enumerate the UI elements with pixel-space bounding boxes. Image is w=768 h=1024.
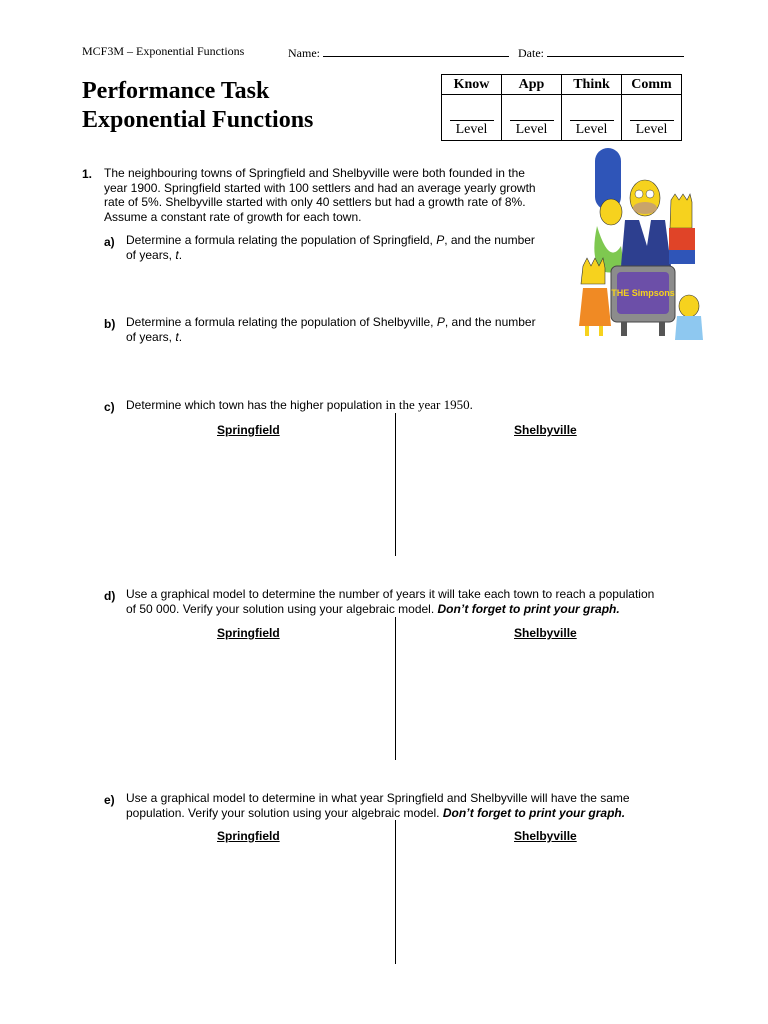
part-c-springfield-heading: Springfield	[217, 423, 280, 437]
part-d-divider	[395, 617, 396, 760]
rubric-level-think: Level	[562, 95, 622, 141]
part-e-springfield-heading: Springfield	[217, 829, 280, 843]
part-d-label: d)	[104, 589, 116, 603]
part-c-divider	[395, 413, 396, 556]
rubric-header-comm: Comm	[622, 75, 682, 95]
rubric-level-app: Level	[502, 95, 562, 141]
part-a-label: a)	[104, 235, 115, 249]
name-blank	[323, 44, 509, 57]
rubric-level-know: Level	[442, 95, 502, 141]
part-e-text: Use a graphical model to determine in what year Springfield and Shelbyville will have the same population. Verify your solution using your algebraic model. Don’t forget to print your graph.	[126, 791, 630, 820]
page-title-line-1: Performance Task	[82, 78, 270, 104]
part-b-label: b)	[104, 317, 116, 331]
part-d-text: Use a graphical model to determine the number of years it will take each town to reach a population of 50 000. Verify your solution using your algebraic model. Don’t forget to print your graph.	[126, 587, 655, 616]
date-field	[518, 44, 684, 61]
question-number: 1.	[82, 167, 93, 181]
bart-head	[670, 194, 692, 228]
name-label: Name:	[288, 46, 320, 60]
rubric-header-know: Know	[442, 75, 502, 95]
course-label: MCF3M – Exponential Functions	[82, 44, 245, 58]
part-e-divider	[395, 820, 396, 964]
part-c-text: Determine which town has the higher population in the year 1950.	[126, 397, 473, 412]
part-d-shelbyville-heading: Shelbyville	[514, 626, 577, 640]
tv-logo-text: THE Simpsons	[611, 288, 675, 298]
maggie-head	[679, 295, 699, 317]
lisa-head	[581, 258, 605, 284]
part-b-text: Determine a formula relating the population of Shelbyville, P, and the number of years, t.	[126, 315, 536, 344]
date-blank	[547, 44, 684, 57]
part-d-springfield-heading: Springfield	[217, 626, 280, 640]
date-label: Date:	[518, 46, 544, 60]
rubric-level-comm: Level	[622, 95, 682, 141]
rubric-table	[441, 74, 682, 141]
part-c-shelbyville-heading: Shelbyville	[514, 423, 577, 437]
rubric-header-think: Think	[562, 75, 622, 95]
name-field	[288, 44, 509, 61]
page-title-line-2: Exponential Functions	[82, 107, 314, 133]
part-e-label: e)	[104, 793, 115, 807]
rubric-header-app: App	[502, 75, 562, 95]
part-a-text: Determine a formula relating the population of Springfield, P, and the number of years, t.	[126, 233, 535, 262]
part-c-label: c)	[104, 400, 115, 414]
question-text: The neighbouring towns of Springfield and Shelbyville were both founded in the year 1900. Springfield started with 100 settlers and had an average yearly growth rate of 5%. Shelbyville started with only 40 settlers but had a growth rate of 8%. Assume a constant rate of growth for each town.	[104, 166, 536, 224]
part-e-shelbyville-heading: Shelbyville	[514, 829, 577, 843]
simpsons-family-image	[575, 146, 707, 342]
